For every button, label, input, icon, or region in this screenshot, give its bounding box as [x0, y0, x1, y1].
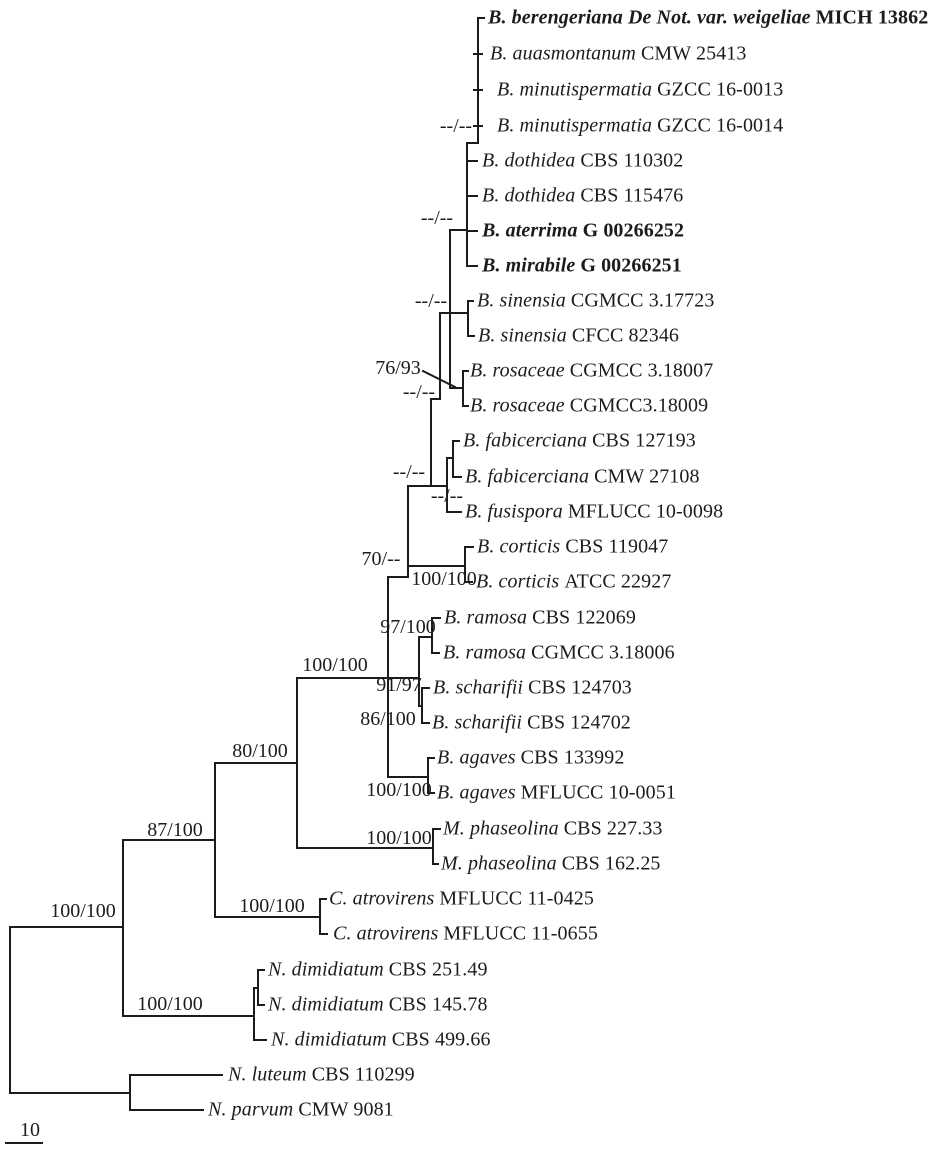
taxon-species-name: B. ramosa [444, 606, 528, 629]
support-value-label: 100/100 [411, 568, 477, 590]
taxon-label [208, 1099, 394, 1121]
taxon-species-name: B. scharifii [433, 676, 524, 699]
support-value-label: 100/100 [239, 895, 305, 917]
taxon-species-name: N. dimidiatum [268, 958, 384, 981]
support-value-label: 76/93 [375, 357, 421, 379]
taxon-strain-code: CBS 124703 [528, 676, 632, 699]
taxon-species-name: B. corticis [476, 570, 560, 593]
taxon-label [488, 7, 928, 29]
taxon-species-name: B. agaves [437, 746, 516, 769]
taxon-label [470, 395, 708, 417]
taxon-strain-code: CGMCC3.18009 [569, 394, 709, 417]
taxon-strain-code: CBS 119047 [565, 535, 669, 558]
taxon-label [437, 782, 676, 804]
taxon-species-name: N. parvum [208, 1098, 294, 1121]
support-value-label: 80/100 [232, 740, 288, 762]
taxon-species-name: B. auasmontanum [490, 42, 636, 65]
taxon-strain-code: CBS 133992 [520, 746, 625, 769]
taxon-species-name: B. ramosa [443, 641, 527, 664]
taxon-species-name: M. phaseolina [441, 852, 557, 875]
taxon-species-name: M. phaseolina [443, 817, 559, 840]
taxon-species-name: N. dimidiatum [268, 993, 384, 1016]
support-value-label: 100/100 [137, 993, 203, 1015]
taxon-label [482, 220, 684, 242]
taxon-label [482, 185, 683, 207]
taxon-label [437, 747, 624, 769]
taxon-species-name: C. atrovirens [329, 887, 435, 910]
taxon-label [463, 430, 696, 452]
taxon-label [477, 536, 668, 558]
taxon-strain-code: CBS 110302 [580, 149, 684, 172]
taxon-strain-code: CBS 251.49 [388, 958, 488, 981]
taxon-strain-code: CBS 227.33 [563, 817, 663, 840]
support-value-label: 87/100 [147, 819, 203, 841]
taxon-label [329, 888, 594, 910]
taxon-strain-code: GZCC 16-0014 [657, 114, 784, 137]
support-value-label: 100/100 [302, 654, 368, 676]
taxon-species-name: N. dimidiatum [271, 1028, 387, 1051]
taxon-label [443, 818, 663, 840]
taxon-label [333, 923, 598, 945]
taxon-strain-code: GZCC 16-0013 [657, 78, 784, 101]
taxon-label [271, 1029, 491, 1051]
taxon-label [268, 994, 488, 1016]
taxon-strain-code: CMW 27108 [594, 465, 700, 488]
taxon-strain-code: MFLUCC 10-0051 [520, 781, 676, 804]
taxon-label [465, 501, 723, 523]
support-value-label: 97/100 [380, 616, 436, 638]
taxon-strain-code: CFCC 82346 [571, 324, 680, 347]
taxon-strain-code: MFLUCC 11-0425 [439, 887, 594, 910]
taxon-species-name: B. scharifii [432, 711, 523, 734]
scale-bar-label: 10 [20, 1119, 40, 1141]
support-value-label: --/-- [420, 207, 454, 229]
taxon-strain-code: MICH 13862 [815, 6, 929, 29]
taxon-label [228, 1064, 415, 1086]
support-value-label: 86/100 [360, 708, 416, 730]
taxon-strain-code: CGMCC 3.18006 [531, 641, 675, 664]
taxon-species-name: C. atrovirens [333, 922, 439, 945]
support-value-label: --/-- [439, 115, 473, 137]
taxon-strain-code: G 00266251 [580, 254, 682, 277]
support-value-label: 70/-- [361, 548, 401, 570]
support-value-label: --/-- [414, 290, 448, 312]
support-value-label: --/-- [430, 485, 464, 507]
taxon-label [476, 571, 671, 593]
taxon-label [482, 150, 683, 172]
taxon-label [444, 607, 636, 629]
taxon-species-name: B. corticis [477, 535, 561, 558]
taxon-strain-code: G 00266252 [582, 219, 685, 242]
support-value-label: 100/100 [366, 827, 432, 849]
taxon-species-name: B. dothidea [482, 149, 576, 172]
taxon-label [478, 325, 679, 347]
taxon-strain-code: ATCC 22927 [564, 570, 672, 593]
taxon-label [268, 959, 488, 981]
taxon-label [497, 79, 783, 101]
taxon-strain-code: CGMCC 3.18007 [569, 359, 714, 382]
support-value-label: --/-- [392, 461, 426, 483]
taxon-strain-code: CMW 25413 [640, 42, 747, 65]
taxon-species-name: B. berengeriana De Not. var. weigeliae [488, 6, 811, 29]
taxon-label [490, 43, 747, 65]
taxon-label [477, 290, 714, 312]
taxon-label [443, 642, 675, 664]
support-value-label: 100/100 [50, 900, 116, 922]
support-value-label: 91/97 [376, 674, 422, 696]
taxon-strain-code: CBS 110299 [311, 1063, 415, 1086]
taxon-species-name: B. minutispermatia [497, 78, 653, 101]
taxon-strain-code: MFLUCC 11-0655 [443, 922, 598, 945]
taxon-species-name: B. sinensia [478, 324, 567, 347]
taxon-species-name: B. rosaceae [470, 359, 565, 382]
taxon-label [470, 360, 713, 382]
taxon-species-name: N. luteum [228, 1063, 307, 1086]
taxon-strain-code: CBS 162.25 [561, 852, 661, 875]
taxon-strain-code: CMW 9081 [298, 1098, 394, 1121]
support-value-label: 100/100 [366, 779, 432, 801]
taxon-species-name: B. minutispermatia [497, 114, 653, 137]
taxon-species-name: B. fusispora [465, 500, 563, 523]
taxon-label [432, 712, 631, 734]
support-value-label: --/-- [402, 381, 436, 403]
taxon-strain-code: CBS 127193 [592, 429, 696, 452]
taxon-species-name: B. sinensia [477, 289, 566, 312]
taxon-strain-code: CBS 124702 [527, 711, 631, 734]
taxon-label [497, 115, 783, 137]
taxon-species-name: B. agaves [437, 781, 516, 804]
taxon-label [441, 853, 661, 875]
taxon-strain-code: CBS 122069 [532, 606, 636, 629]
taxon-label [482, 255, 682, 277]
taxon-species-name: B. rosaceae [470, 394, 565, 417]
taxon-species-name: B. fabicerciana [465, 465, 590, 488]
taxon-strain-code: CGMCC 3.17723 [570, 289, 715, 312]
taxon-strain-code: CBS 115476 [580, 184, 684, 207]
taxon-species-name: B. mirabile [482, 254, 576, 277]
taxon-label [433, 677, 632, 699]
taxon-species-name: B. aterrima [482, 219, 578, 242]
taxon-species-name: B. dothidea [482, 184, 576, 207]
taxon-strain-code: CBS 499.66 [391, 1028, 491, 1051]
taxon-species-name: B. fabicerciana [463, 429, 588, 452]
taxon-label [465, 466, 700, 488]
taxon-strain-code: CBS 145.78 [388, 993, 488, 1016]
taxon-strain-code: MFLUCC 10-0098 [567, 500, 724, 523]
